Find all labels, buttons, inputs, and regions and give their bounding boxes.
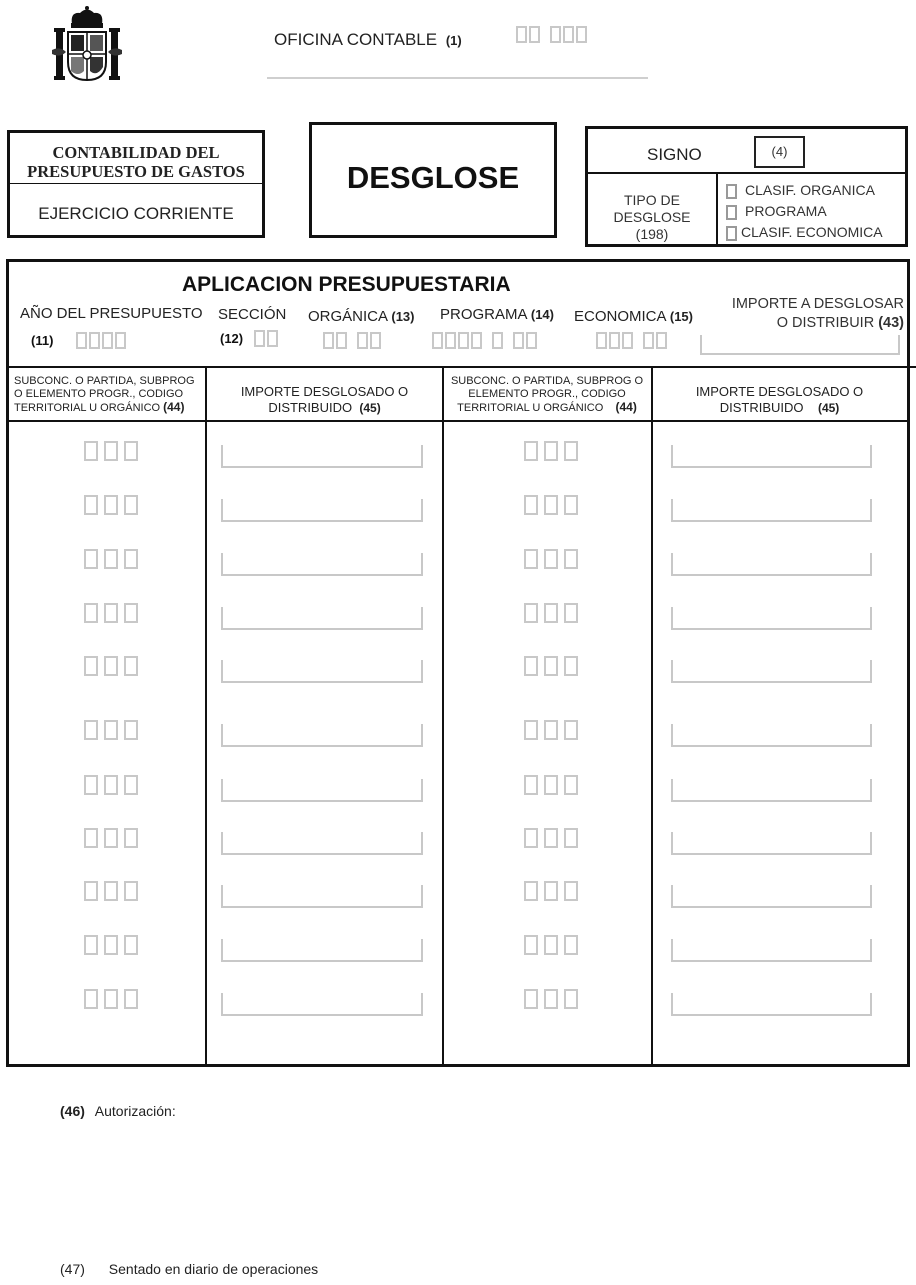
digit-box[interactable] — [550, 26, 561, 43]
digit-box[interactable] — [104, 881, 118, 901]
importe-line2: O DISTRIBUIR — [776, 315, 875, 331]
importe-desglosado-input[interactable] — [671, 832, 872, 855]
digit-box[interactable] — [124, 881, 138, 901]
importe-desglosado-input[interactable] — [221, 779, 423, 802]
digit-box[interactable] — [544, 989, 558, 1009]
economica-label — [574, 308, 693, 325]
digit-box[interactable] — [84, 881, 98, 901]
header-line: DISTRIBUIDO — [268, 400, 353, 415]
sentado-ref: (47) — [60, 1261, 85, 1277]
digit-box[interactable] — [124, 989, 138, 1009]
digit-box[interactable] — [564, 720, 578, 740]
subconc-code-input[interactable] — [84, 935, 144, 955]
digit-box[interactable] — [84, 495, 98, 515]
digit-box[interactable] — [513, 332, 524, 349]
oficina-contable-code-input[interactable] — [516, 26, 589, 44]
organica-label — [308, 308, 414, 325]
digit-box[interactable] — [544, 775, 558, 795]
digit-box[interactable] — [656, 332, 667, 349]
digit-box[interactable] — [104, 656, 118, 676]
aplicacion-divider — [8, 366, 916, 368]
aplicacion-title: APLICACION PRESUPUESTARIA — [182, 273, 511, 296]
col-header-importe-right — [653, 384, 906, 416]
digit-box[interactable] — [516, 26, 527, 43]
digit-box[interactable] — [124, 603, 138, 623]
digit-box[interactable] — [622, 332, 633, 349]
sentado-label — [60, 1261, 318, 1277]
digit-box[interactable] — [336, 332, 347, 349]
ejercicio-corriente-label: EJERCICIO CORRIENTE — [38, 204, 234, 223]
option-label: PROGRAMA — [745, 203, 827, 219]
digit-box[interactable] — [544, 495, 558, 515]
column-divider-1 — [205, 367, 207, 1064]
digit-box[interactable] — [124, 935, 138, 955]
digit-box[interactable] — [524, 989, 538, 1009]
importe-desglosado-input[interactable] — [671, 445, 872, 468]
digit-box[interactable] — [524, 775, 538, 795]
digit-box[interactable] — [84, 549, 98, 569]
digit-box[interactable] — [104, 603, 118, 623]
signo-ref: (4) — [771, 144, 788, 159]
sentado-text: Sentado en diario de operaciones — [108, 1261, 319, 1277]
digit-box[interactable] — [445, 332, 456, 349]
tipo-divider — [716, 173, 718, 245]
header-ref: (45) — [817, 401, 840, 415]
header-line: SUBCONC. O PARTIDA, SUBPROG O — [450, 375, 644, 387]
digit-box[interactable] — [104, 495, 118, 515]
subconc-code-input[interactable] — [524, 549, 584, 569]
subconc-code-input[interactable] — [84, 881, 144, 901]
programa-label — [440, 306, 554, 323]
digit-box[interactable] — [544, 549, 558, 569]
digit-box[interactable] — [544, 828, 558, 848]
digit-box[interactable] — [563, 26, 574, 43]
digit-box[interactable] — [544, 603, 558, 623]
importe-desglosado-input[interactable] — [671, 779, 872, 802]
digit-box[interactable] — [524, 935, 538, 955]
importe-desglosado-input[interactable] — [671, 885, 872, 908]
programa-input[interactable] — [432, 332, 539, 350]
digit-box[interactable] — [84, 828, 98, 848]
subconc-code-input[interactable] — [524, 775, 584, 795]
header-line: TERRITORIAL U ORGÁNICO — [14, 402, 161, 414]
digit-box[interactable] — [564, 549, 578, 569]
oficina-underline — [267, 77, 648, 79]
tipo-desglose-label — [588, 192, 716, 243]
digit-box[interactable] — [564, 441, 578, 461]
header-line: O ELEMENTO PROGR., CODIGO — [14, 388, 184, 400]
importe-desglosar-input[interactable] — [700, 335, 900, 355]
importe-desglosado-input[interactable] — [221, 993, 423, 1016]
digit-box[interactable] — [124, 656, 138, 676]
digit-box[interactable] — [471, 332, 482, 349]
importe-desglosado-input[interactable] — [671, 939, 872, 962]
digit-box[interactable] — [609, 332, 620, 349]
option-label: CLASIF. ECONOMICA — [741, 224, 883, 240]
digit-box[interactable] — [254, 330, 265, 347]
economica-input[interactable] — [596, 332, 669, 350]
digit-box[interactable] — [84, 441, 98, 461]
header-line: IMPORTE DESGLOSADO O — [240, 384, 409, 399]
digit-box[interactable] — [115, 332, 126, 349]
contabilidad-title — [9, 143, 263, 181]
contabilidad-title-line1: CONTABILIDAD DEL — [52, 143, 220, 162]
seccion-input[interactable] — [254, 330, 280, 348]
autorizacion-signature-area[interactable] — [60, 1125, 900, 1235]
checkbox[interactable] — [726, 226, 737, 241]
digit-box[interactable] — [102, 332, 113, 349]
digit-box[interactable] — [564, 881, 578, 901]
contabilidad-title-line2: PRESUPUESTO DE GASTOS — [27, 162, 245, 181]
tipo-options — [726, 180, 883, 243]
subconc-code-input[interactable] — [84, 656, 144, 676]
economica-ref: (15) — [669, 309, 693, 324]
subconc-code-input[interactable] — [84, 441, 144, 461]
option-label: CLASIF. ORGANICA — [745, 182, 875, 198]
digit-box[interactable] — [544, 881, 558, 901]
signo-input[interactable] — [754, 136, 805, 168]
digit-box[interactable] — [104, 549, 118, 569]
digit-box[interactable] — [524, 549, 538, 569]
seccion-label: SECCIÓN — [218, 306, 287, 323]
digit-box[interactable] — [124, 549, 138, 569]
option-programa[interactable] — [726, 201, 883, 222]
importe-desglosado-input[interactable] — [221, 660, 423, 683]
importe-desglosado-input[interactable] — [221, 832, 423, 855]
importe-desglosado-input[interactable] — [671, 499, 872, 522]
importe-desglosado-input[interactable] — [671, 993, 872, 1016]
digit-box[interactable] — [564, 495, 578, 515]
digit-box[interactable] — [124, 828, 138, 848]
digit-box[interactable] — [432, 332, 443, 349]
importe-desglosado-input[interactable] — [221, 885, 423, 908]
importe-desglosado-input[interactable] — [221, 499, 423, 522]
header-line: ELEMENTO PROGR., CODIGO — [468, 388, 626, 400]
digit-box[interactable] — [564, 656, 578, 676]
importe-desglosado-input[interactable] — [671, 660, 872, 683]
header-line: TERRITORIAL U ORGÁNICO — [457, 402, 604, 414]
economica-text: ECONOMICA — [574, 308, 666, 325]
organica-text: ORGÁNICA — [308, 308, 388, 325]
signo-label: SIGNO — [647, 145, 702, 164]
importe-desglosado-input[interactable] — [671, 607, 872, 630]
digit-box[interactable] — [84, 775, 98, 795]
importe-desglosado-input[interactable] — [221, 939, 423, 962]
seccion-ref: (12) — [220, 331, 244, 346]
subconc-code-input[interactable] — [84, 603, 144, 623]
anio-input[interactable] — [76, 332, 128, 350]
digit-box[interactable] — [576, 26, 587, 43]
digit-box[interactable] — [544, 656, 558, 676]
contabilidad-divider — [9, 183, 263, 184]
digit-box[interactable] — [524, 495, 538, 515]
checkbox[interactable] — [726, 205, 737, 220]
importe-desglosado-input[interactable] — [221, 553, 423, 576]
importe-desglosado-input[interactable] — [221, 724, 423, 747]
digit-box[interactable] — [104, 828, 118, 848]
digit-box[interactable] — [357, 332, 368, 349]
digit-box[interactable] — [643, 332, 654, 349]
digit-box[interactable] — [267, 330, 278, 347]
digit-box[interactable] — [544, 441, 558, 461]
subconc-code-input[interactable] — [524, 441, 584, 461]
anio-label: AÑO DEL PRESUPUESTO — [20, 305, 203, 322]
digit-box[interactable] — [564, 828, 578, 848]
oficina-contable-label — [274, 30, 462, 50]
col-header-subconc-right — [444, 375, 650, 415]
subconc-code-input[interactable] — [84, 549, 144, 569]
subconc-code-input[interactable] — [84, 989, 144, 1009]
header-line: DISTRIBUIDO — [719, 400, 804, 415]
autorizacion-label — [60, 1103, 176, 1119]
digit-box[interactable] — [526, 332, 537, 349]
programa-text: PROGRAMA — [440, 306, 527, 323]
digit-box[interactable] — [104, 989, 118, 1009]
digit-box[interactable] — [84, 935, 98, 955]
subconc-code-input[interactable] — [524, 989, 584, 1009]
digit-box[interactable] — [124, 775, 138, 795]
digit-box[interactable] — [529, 26, 540, 43]
signo-divider — [587, 172, 906, 174]
checkbox[interactable] — [726, 184, 737, 199]
tipo-line2: DESGLOSE — [613, 209, 691, 225]
option-clasif-organica[interactable] — [726, 180, 883, 201]
digit-box[interactable] — [89, 332, 100, 349]
digit-box[interactable] — [84, 603, 98, 623]
digit-box[interactable] — [524, 828, 538, 848]
digit-box[interactable] — [564, 989, 578, 1009]
importe-desglosado-input[interactable] — [221, 445, 423, 468]
importe-desglosado-input[interactable] — [671, 724, 872, 747]
digit-box[interactable] — [524, 656, 538, 676]
digit-box[interactable] — [524, 720, 538, 740]
digit-box[interactable] — [544, 720, 558, 740]
digit-box[interactable] — [564, 935, 578, 955]
digit-box[interactable] — [84, 720, 98, 740]
digit-box[interactable] — [104, 935, 118, 955]
oficina-contable-ref: (1) — [445, 33, 462, 48]
subconc-code-input[interactable] — [524, 603, 584, 623]
tipo-ref: (198) — [635, 226, 669, 242]
col-header-importe-left — [207, 384, 442, 416]
digit-box[interactable] — [492, 332, 503, 349]
header-ref: (44) — [163, 400, 185, 414]
digit-box[interactable] — [524, 441, 538, 461]
digit-box[interactable] — [524, 881, 538, 901]
subconc-code-input[interactable] — [84, 828, 144, 848]
header-line: IMPORTE DESGLOSADO O — [695, 384, 864, 399]
header-ref: (45) — [359, 401, 381, 415]
organica-input[interactable] — [323, 332, 383, 350]
subconc-code-input[interactable] — [84, 720, 144, 740]
anio-ref: (11) — [31, 333, 54, 348]
subconc-code-input[interactable] — [84, 775, 144, 795]
digit-box[interactable] — [596, 332, 607, 349]
importe-desglosado-input[interactable] — [671, 553, 872, 576]
digit-box[interactable] — [544, 935, 558, 955]
organica-ref: (13) — [391, 309, 415, 324]
coat-of-arms-logo — [52, 4, 122, 82]
digit-box[interactable] — [104, 720, 118, 740]
importe-desglosar-label — [700, 295, 904, 333]
header-ref: (44) — [615, 400, 637, 414]
column-divider-3 — [651, 367, 653, 1064]
subconc-code-input[interactable] — [524, 656, 584, 676]
option-clasif-economica[interactable] — [726, 222, 883, 243]
oficina-contable-text: OFICINA CONTABLE — [274, 30, 438, 49]
digit-box[interactable] — [84, 989, 98, 1009]
digit-box[interactable] — [84, 656, 98, 676]
programa-ref: (14) — [530, 307, 554, 322]
digit-box[interactable] — [564, 603, 578, 623]
desglose-title: DESGLOSE — [346, 160, 520, 195]
importe-line1: IMPORTE A DESGLOSAR — [731, 296, 904, 312]
subconc-code-input[interactable] — [524, 881, 584, 901]
column-header-divider — [8, 420, 908, 422]
digit-box[interactable] — [458, 332, 469, 349]
digit-box[interactable] — [104, 775, 118, 795]
subconc-code-input[interactable] — [524, 828, 584, 848]
digit-box[interactable] — [323, 332, 334, 349]
subconc-code-input[interactable] — [524, 495, 584, 515]
importe-ref: (43) — [878, 315, 904, 331]
digit-box[interactable] — [524, 603, 538, 623]
subconc-code-input[interactable] — [84, 495, 144, 515]
autorizacion-text: Autorización: — [94, 1103, 176, 1119]
subconc-code-input[interactable] — [524, 720, 584, 740]
col-header-subconc-left — [14, 375, 204, 415]
subconc-code-input[interactable] — [524, 935, 584, 955]
coat-of-arms-icon — [52, 4, 122, 82]
digit-box[interactable] — [124, 495, 138, 515]
digit-box[interactable] — [124, 720, 138, 740]
header-line: SUBCONC. O PARTIDA, SUBPROG — [14, 375, 195, 387]
digit-box[interactable] — [104, 441, 118, 461]
digit-box[interactable] — [76, 332, 87, 349]
autorizacion-ref: (46) — [60, 1103, 85, 1119]
importe-desglosado-input[interactable] — [221, 607, 423, 630]
digit-box[interactable] — [124, 441, 138, 461]
column-divider-2 — [442, 367, 444, 1064]
digit-box[interactable] — [564, 775, 578, 795]
tipo-line1: TIPO DE — [623, 192, 680, 208]
digit-box[interactable] — [370, 332, 381, 349]
